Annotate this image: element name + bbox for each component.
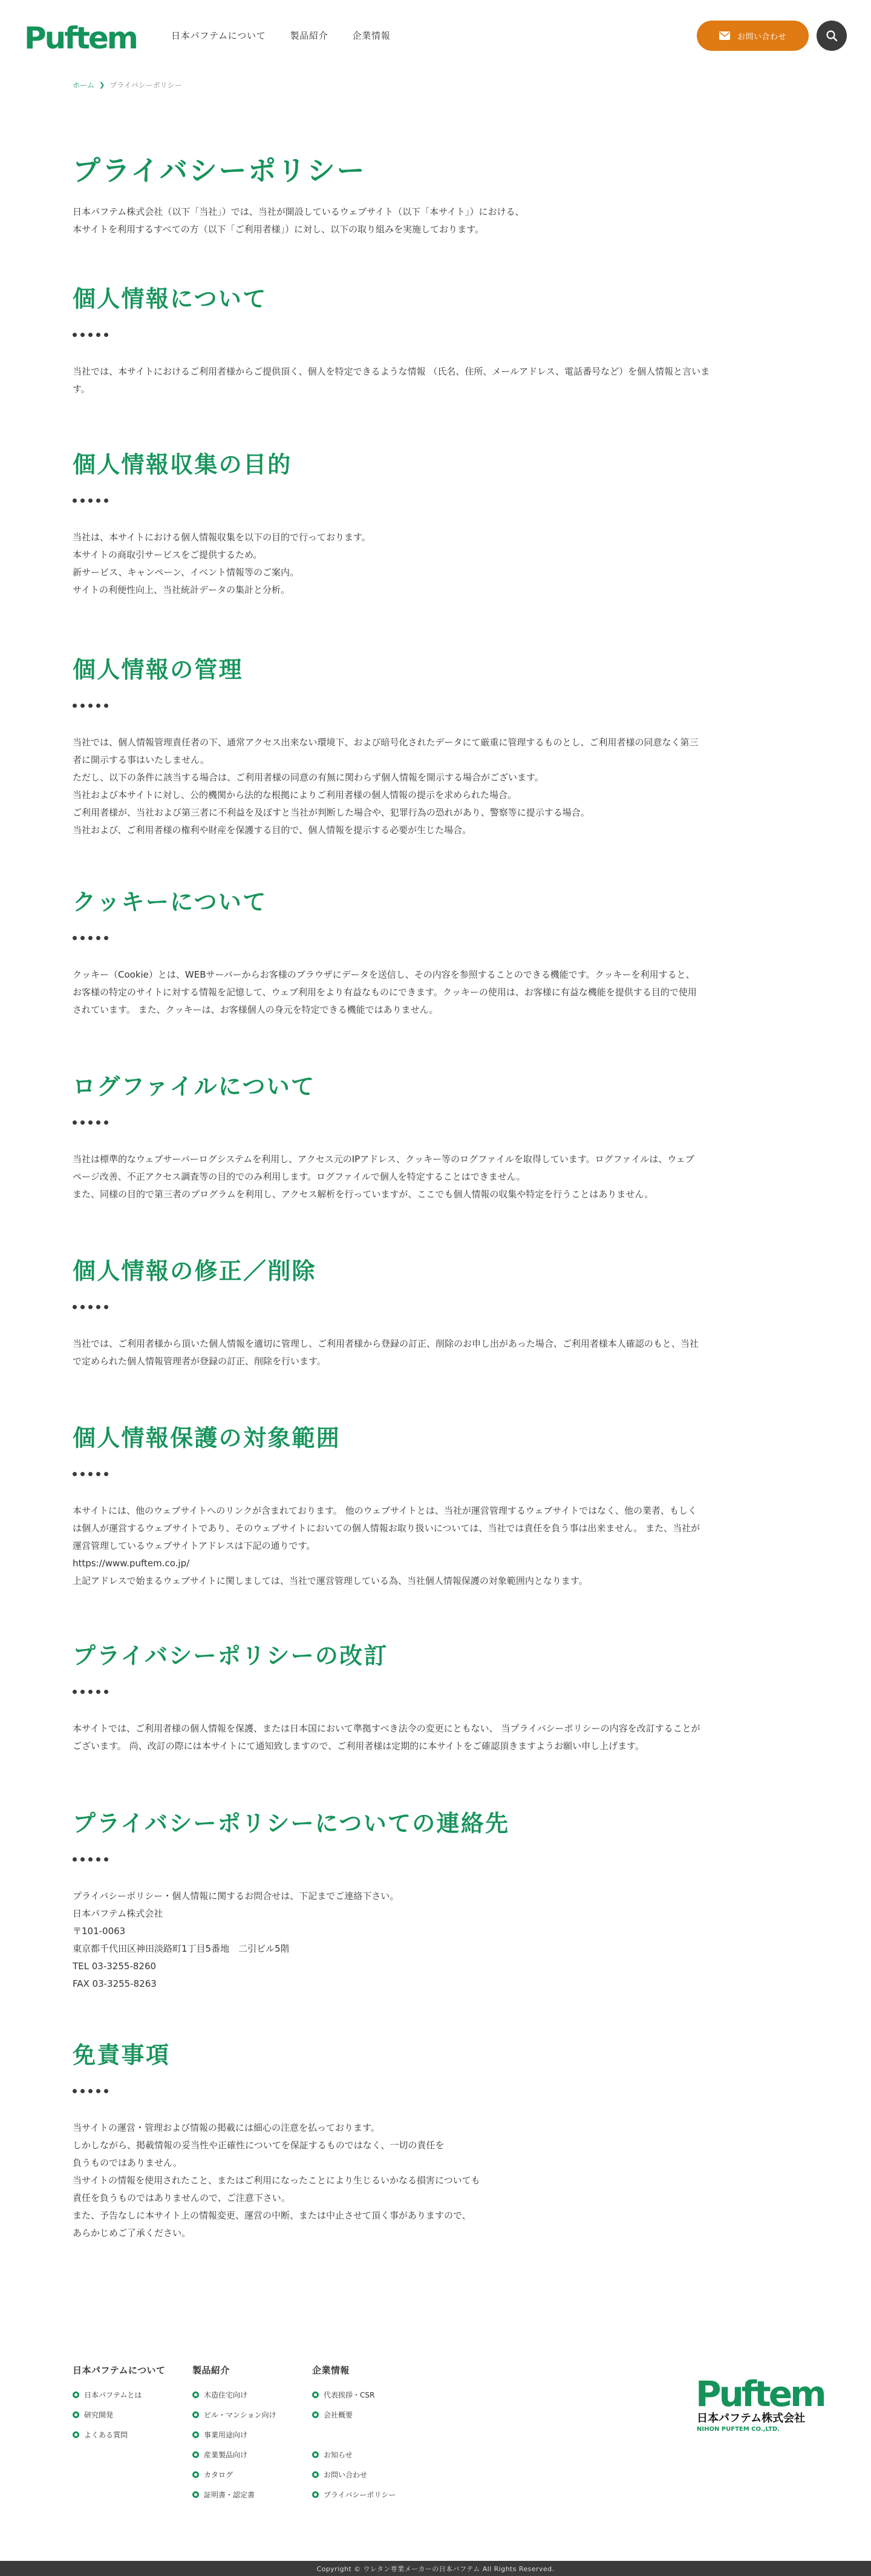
section-title: クッキーについて	[73, 889, 267, 915]
footer-link-label: 木造住宅向け	[204, 2390, 248, 2399]
policy-section	[73, 1257, 798, 1370]
footer-link[interactable]	[312, 2445, 432, 2465]
footer-link[interactable]	[192, 2465, 312, 2485]
section-body-line: 当社では、個人情報管理責任者の下、通常アクセス出来ない環境下、および暗号化されたデータにて厳重に管理するものとし、ご利用者様の同意なく第三	[73, 737, 699, 748]
dot-icon	[104, 1690, 108, 1694]
bullet-circle-icon	[192, 2411, 199, 2418]
puftem-footer-logo-icon	[696, 2368, 824, 2435]
section-body	[73, 1335, 798, 1370]
bullet-circle-icon	[73, 2431, 79, 2438]
section-body	[73, 1502, 798, 1590]
section-body-line: 当サイトの情報を使用されたこと、またはご利用になったことにより生じるいかなる損害についても	[73, 2175, 480, 2186]
page-title: プライバシーポリシー	[73, 154, 367, 187]
section-dots-divider	[73, 499, 798, 503]
dot-icon	[88, 1690, 93, 1694]
section-body-line: 日本パフテム株式会社	[73, 1908, 163, 1919]
section-body-line: で定められた個人情報管理者が登録の訂正、削除を行います。	[73, 1356, 326, 1367]
section-body	[73, 1151, 798, 1203]
site-header	[0, 0, 871, 73]
dot-icon	[104, 704, 108, 708]
dot-icon	[88, 936, 93, 940]
footer-link-label: よくある質問	[84, 2430, 128, 2439]
site-logo[interactable]	[24, 17, 137, 56]
section-body-line: TEL 03-3255-8260	[73, 1961, 157, 1972]
section-title: 個人情報の修正／削除	[73, 1258, 316, 1284]
dot-icon	[88, 2089, 93, 2093]
svg-text:日本パフテム株式会社: 日本パフテム株式会社	[697, 2412, 806, 2425]
policy-section	[73, 2041, 798, 2242]
section-body-line: あらかじめご了承ください。	[73, 2228, 191, 2238]
footer-logo[interactable]	[696, 2368, 824, 2435]
dot-icon	[104, 936, 108, 940]
section-title: 免責事項	[73, 2042, 171, 2068]
footer-link[interactable]	[73, 2385, 192, 2405]
dot-icon	[96, 1472, 100, 1476]
section-body-line: ございます。 尚、改訂の際には本サイトにて通知致しますので、ご利用者様は定期的に本サイトをご確認頂きますようお願い申し上げます。	[73, 1741, 644, 1751]
dot-icon	[104, 1305, 108, 1309]
bullet-circle-icon	[192, 2391, 199, 2398]
section-dots-divider	[73, 704, 798, 708]
section-dots-divider	[73, 1857, 798, 1862]
bullet-circle-icon	[312, 2471, 319, 2478]
footer-link[interactable]	[192, 2485, 312, 2505]
intro-text	[73, 203, 524, 238]
section-body-line: 上記アドレスで始まるウェブサイトに関しましては、当社で運営管理している為、当社個人情報保護の対象範囲内となります。	[73, 1575, 588, 1586]
section-body-line: ただし、以下の条件に該当する場合は、ご利用者様の同意の有無に関わらず個人情報を開示する場合がございます。	[73, 772, 544, 783]
dot-icon	[80, 936, 85, 940]
footer-link[interactable]	[192, 2405, 312, 2425]
dot-icon	[73, 1857, 77, 1862]
policy-section	[73, 1072, 798, 1203]
bullet-circle-icon	[192, 2471, 199, 2478]
footer-heading[interactable]: 企業情報	[312, 2365, 350, 2376]
section-body-line: FAX 03-3255-8263	[73, 1978, 157, 1989]
section-body-line: また、同様の目的で第三者のプログラムを利用し、アクセス解析を行っていますが、ここでも個人情報の収集や特定を行うことはありません。	[73, 1189, 654, 1200]
section-body-line: 本サイトの商取引サービスをご提供するため。	[73, 549, 263, 560]
section-body-line: サイトの利便性向上、当社統計データの集計と分析。	[73, 584, 290, 595]
footer-col-about	[73, 2364, 192, 2505]
dot-icon	[80, 1857, 85, 1862]
section-body-line: 責任を負うものではありませんので、ご注意下さい。	[73, 2192, 290, 2203]
footer-spacer	[312, 2425, 432, 2445]
section-body	[73, 734, 798, 839]
section-body-line: クッキー（Cookie）とは、WEBサーバーからお客様のブラウザにデータを送信し、その内容を参照することのできる機能です。クッキーを利用すると、	[73, 969, 695, 980]
section-title: ログファイルについて	[73, 1073, 316, 1100]
section-body-line: また、予告なしに本サイト上の情報変更、運営の中断、または中止させて頂く事がありますので、	[73, 2210, 471, 2221]
dot-icon	[88, 1120, 93, 1125]
policy-section	[73, 888, 798, 1019]
section-body-line: 新サービス、キャンペーン、イベント情報等のご案内。	[73, 567, 299, 578]
footer-link[interactable]	[312, 2405, 432, 2425]
bullet-circle-icon	[192, 2451, 199, 2458]
section-body	[73, 363, 798, 398]
footer-link-label: 証明書・認定書	[204, 2490, 255, 2499]
section-body-line: 当社は標準的なウェブサーバーログシステムを利用し、アクセス元のIPアドレス、クッキー等のログファイルを取得しています。ログファイルは、ウェブ	[73, 1154, 694, 1165]
footer-link-label: プライバシーポリシー	[324, 2490, 396, 2499]
bullet-circle-icon	[312, 2411, 319, 2418]
bullet-circle-icon	[312, 2491, 319, 2498]
dot-icon	[96, 1305, 100, 1309]
footer-heading[interactable]: 製品紹介	[192, 2365, 230, 2376]
dot-icon	[104, 1857, 108, 1862]
copyright-bar	[0, 2561, 871, 2576]
footer-link[interactable]	[73, 2405, 192, 2425]
dot-icon	[96, 1120, 100, 1125]
footer-link-label: お問い合わせ	[324, 2470, 368, 2479]
nav-about[interactable]: 日本パフテムについて	[171, 30, 266, 41]
dot-icon	[96, 333, 100, 337]
section-body	[73, 966, 798, 1019]
footer-link-label: 日本パフテムとは	[84, 2390, 142, 2399]
copyright-text: Copyright © ウレタン専業メーカーの日本パフテム All Rights Reserved.	[316, 2565, 555, 2573]
bullet-circle-icon	[192, 2431, 199, 2438]
section-title: 個人情報収集の目的	[73, 451, 292, 478]
section-body-line: 当社では、本サイトにおけるご利用者様からご提供頂く、個人を特定できるような情報 （氏名、住所、メールアドレス、電話番号など）を個人情報と言いま	[73, 366, 710, 377]
svg-text:Puftem: Puftem	[24, 21, 137, 56]
section-body	[73, 529, 798, 599]
section-dots-divider	[73, 936, 798, 941]
dot-icon	[104, 333, 108, 337]
dot-icon	[88, 1472, 93, 1476]
search-icon	[826, 30, 838, 42]
dot-icon	[104, 2089, 108, 2093]
section-body-line: 負うものではありません。	[73, 2157, 182, 2168]
section-body	[73, 2119, 798, 2242]
intro-line: 本サイトを利用するすべての方（以下「ご利用者様」）に対し、以下の取り組みを実施しております。	[73, 224, 484, 235]
section-dots-divider	[73, 2089, 798, 2094]
section-title: 個人情報保護の対象範囲	[73, 1425, 341, 1451]
footer-link[interactable]	[192, 2385, 312, 2405]
policy-section	[73, 1424, 798, 1590]
bullet-circle-icon	[73, 2391, 79, 2398]
intro-line: 日本パフテム株式会社（以下「当社」）では、当社が開設しているウェブサイト（以下「本サイト」）における、	[73, 206, 524, 217]
section-body-line: 当社は、本サイトにおける個人情報収集を以下の目的で行っております。	[73, 532, 371, 543]
section-body-line: 〒101-0063	[73, 1926, 126, 1937]
dot-icon	[80, 1120, 85, 1125]
policy-section	[73, 450, 798, 599]
footer-col-products	[192, 2364, 312, 2505]
dot-icon	[73, 2089, 77, 2093]
dot-icon	[80, 1472, 85, 1476]
dot-icon	[80, 333, 85, 337]
dot-icon	[88, 333, 93, 337]
section-title: プライバシーポリシーについての連絡先	[73, 1810, 510, 1837]
dot-icon	[96, 1690, 100, 1694]
footer-link-label: 会社概要	[324, 2410, 353, 2419]
dot-icon	[80, 499, 85, 503]
section-body-line: す。	[73, 384, 90, 394]
footer-link-label: 代表挨拶・CSR	[324, 2390, 375, 2399]
contact-button-label: お問い合わせ	[737, 32, 787, 42]
footer-link[interactable]	[192, 2445, 312, 2465]
section-dots-divider	[73, 1472, 798, 1477]
dot-icon	[96, 2089, 100, 2093]
section-body-line: 本サイトでは、ご利用者様の個人情報を保護、または日本国において準拠すべき法令の変更にともない、 当プライバシーポリシーの内容を改訂することが	[73, 1723, 700, 1734]
dot-icon	[73, 1305, 77, 1309]
dot-icon	[96, 499, 100, 503]
footer-link[interactable]	[73, 2425, 192, 2445]
dot-icon	[73, 1472, 77, 1476]
dot-icon	[73, 1690, 77, 1694]
bullet-circle-icon	[73, 2411, 79, 2418]
section-body-line: 当社および、ご利用者様の権利や財産を保護する目的で、個人情報を提示する必要が生じた場合。	[73, 825, 472, 835]
dot-icon	[88, 499, 93, 503]
dot-icon	[73, 704, 77, 708]
dot-icon	[80, 2089, 85, 2093]
policy-section	[73, 284, 798, 398]
dot-icon	[104, 1120, 108, 1125]
dot-icon	[96, 936, 100, 940]
section-dots-divider	[73, 1305, 798, 1310]
footer-link[interactable]	[192, 2425, 312, 2445]
footer-heading[interactable]: 日本パフテムについて	[73, 2365, 166, 2376]
section-body-line: 本サイトには、他のウェブサイトへのリンクが含まれております。 他のウェブサイトとは、当社が運営管理するウェブサイトではなく、他の業者、もしく	[73, 1505, 697, 1516]
breadcrumb-current: プライバシーポリシー	[109, 81, 182, 90]
dot-icon	[88, 1305, 93, 1309]
bullet-circle-icon	[312, 2451, 319, 2458]
policy-section	[73, 655, 798, 839]
chevron-right-icon: ❯	[99, 81, 105, 89]
policy-section	[73, 1641, 798, 1755]
dot-icon	[80, 1690, 85, 1694]
footer-col-company	[312, 2364, 432, 2505]
footer-link-label: ビル・マンション向け	[204, 2410, 276, 2419]
dot-icon	[80, 704, 85, 708]
dot-icon	[73, 936, 77, 940]
policy-section	[73, 1809, 798, 1993]
footer-link-label: お知らせ	[324, 2450, 353, 2459]
footer-link-label: 研究開発	[84, 2410, 114, 2419]
section-body-line: 者に開示する事はいたしません。	[73, 754, 209, 765]
section-title: 個人情報の管理	[73, 656, 243, 683]
section-body-line: お客様の特定のサイトに対する情報を記憶して、ウェブ利用をより有益なものにできます。クッキーの使用は、お客様に有益な機能を提供する目的で使用	[73, 987, 697, 998]
search-button[interactable]	[817, 21, 847, 51]
section-body-line: 東京都千代田区神田淡路町1丁目5番地 二引ビル5階	[73, 1943, 290, 1954]
dot-icon	[73, 1120, 77, 1125]
dot-icon	[88, 704, 93, 708]
svg-text:NIHON PUFTEM CO.,LTD.: NIHON PUFTEM CO.,LTD.	[697, 2426, 780, 2433]
dot-icon	[104, 1472, 108, 1476]
puftem-logo-icon	[24, 17, 137, 56]
footer-link[interactable]	[312, 2385, 432, 2405]
global-nav	[171, 28, 390, 43]
bullet-circle-icon	[192, 2491, 199, 2498]
section-dots-divider	[73, 333, 798, 338]
section-body-line: は個人が運営するウェブサイトであり、そのウェブサイトにおいての個人情報お取り扱いについては、当社では責任を負う事は出来ません。 また、当社が	[73, 1523, 700, 1534]
breadcrumb-home[interactable]: ホーム	[73, 81, 95, 90]
section-body-line: 当社および本サイトに対し、公的機関から法的な根拠によりご利用者様の個人情報の提示を求められた場合。	[73, 789, 517, 800]
section-body	[73, 1720, 798, 1755]
footer-link[interactable]	[312, 2465, 432, 2485]
nav-company[interactable]: 企業情報	[352, 30, 391, 41]
section-body-line: ページ改善、不正アクセス調査等の目的でのみ利用します。ログファイルで個人を特定することはできません。	[73, 1171, 526, 1182]
dot-icon	[80, 1305, 85, 1309]
footer-link[interactable]	[312, 2485, 432, 2505]
nav-products[interactable]: 製品紹介	[290, 30, 328, 41]
bullet-circle-icon	[312, 2391, 319, 2398]
dot-icon	[88, 1857, 93, 1862]
footer-link-label: 産業製品向け	[204, 2450, 248, 2459]
dot-icon	[104, 499, 108, 503]
footer-link-label: カタログ	[204, 2470, 233, 2479]
section-body-line: 運営管理しているウェブサイトアドレスは下記の通りです。	[73, 1540, 316, 1551]
svg-text:Puftem: Puftem	[696, 2373, 824, 2414]
mail-icon	[719, 31, 730, 40]
section-dots-divider	[73, 1690, 798, 1695]
footer-link-label: 事業用途向け	[204, 2430, 248, 2439]
section-body-line: 当サイトの運営・管理および情報の掲載には細心の注意を払っております。	[73, 2122, 380, 2133]
dot-icon	[96, 704, 100, 708]
breadcrumb	[73, 80, 182, 90]
section-body-line: プライバシーポリシー・個人情報に関するお問合せは、下記までご連絡下さい。	[73, 1891, 399, 1901]
footer-nav	[73, 2364, 432, 2505]
dot-icon	[96, 1857, 100, 1862]
section-body-line: ご利用者様が、当社および第三者に不利益を及ぼすと当社が判断した場合や、犯罪行為の恐れがあり、警察等に提示する場合。	[73, 807, 590, 818]
section-body-line: https://www.puftem.co.jp/	[73, 1558, 190, 1569]
dot-icon	[73, 333, 77, 337]
section-body	[73, 1888, 798, 1993]
section-dots-divider	[73, 1120, 798, 1125]
section-title: プライバシーポリシーの改訂	[73, 1643, 388, 1669]
section-body-line: 当社では、ご利用者様から頂いた個人情報を適切に管理し、ご利用者様から登録の訂正、削除のお申し出があった場合、ご利用者様本人確認のもと、当社	[73, 1338, 699, 1349]
contact-button[interactable]	[697, 21, 809, 51]
dot-icon	[73, 499, 77, 503]
section-body-line: されています。 また、クッキーは、お客様個人の身元を特定できる機能ではありません。	[73, 1004, 439, 1015]
section-body-line: しかしながら、掲載情報の妥当性や正確性についてを保証するものではなく、一切の責任を	[73, 2140, 445, 2151]
section-title: 個人情報について	[73, 286, 267, 312]
